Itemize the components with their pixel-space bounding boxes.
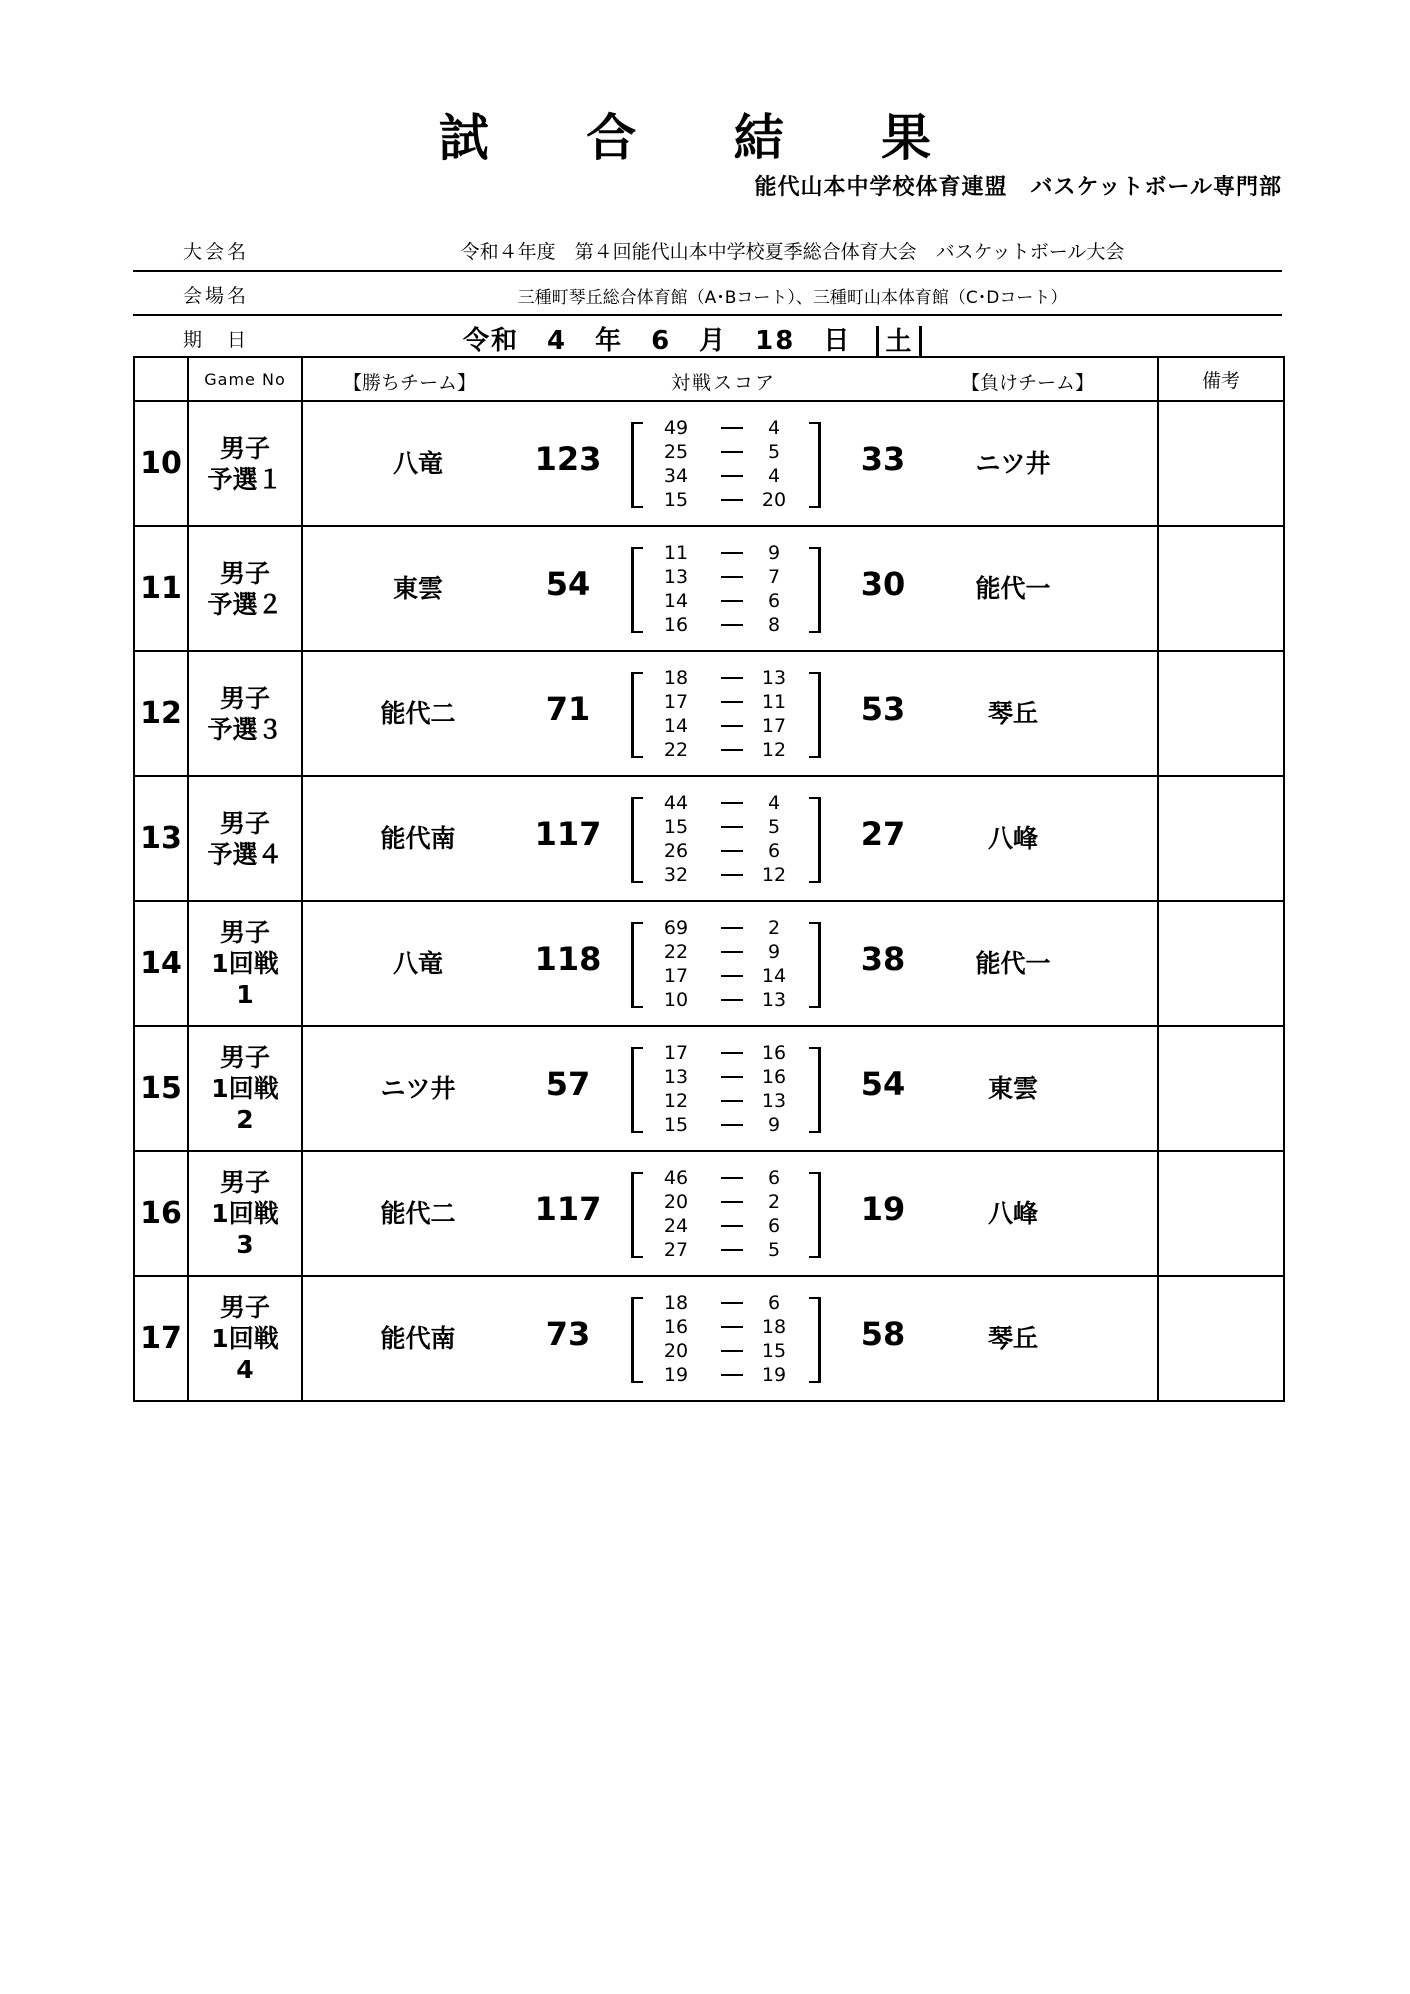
- remarks-cell: [1158, 901, 1284, 1026]
- period-dash: [721, 999, 743, 1001]
- period-loser-score: 13: [761, 1090, 787, 1112]
- period-loser-score: 6: [767, 590, 781, 612]
- period-row: [631, 541, 821, 565]
- period-dash: [721, 1326, 743, 1328]
- period-row: [631, 1065, 821, 1089]
- loser-team: 琴丘: [987, 1324, 1038, 1353]
- period-row: [631, 488, 821, 512]
- winner-team: 能代南: [380, 1324, 456, 1353]
- game-cell: [188, 526, 302, 651]
- header-loser: 【負けチーム】: [961, 372, 1095, 394]
- game-round: 予選１: [207, 464, 283, 494]
- loser-team: 琴丘: [987, 699, 1038, 728]
- game-category: 男子: [219, 558, 270, 588]
- winner-score: 117: [534, 1190, 602, 1228]
- table-row: [134, 401, 1284, 526]
- venue-name: 三種町琴丘総合体育館（A･Bコート）、三種町山本体育館（C･Dコート）: [517, 288, 1068, 308]
- period-dash: [721, 1124, 743, 1126]
- game-round-number: 4: [236, 1355, 254, 1384]
- period-loser-score: 2: [767, 1191, 781, 1213]
- period-dash: [721, 749, 743, 751]
- period-loser-score: 6: [767, 1215, 781, 1237]
- period-row: [631, 1166, 821, 1190]
- tournament-label: 大会名: [183, 241, 250, 263]
- period-loser-score: 5: [767, 816, 781, 838]
- period-loser-score: 6: [767, 1167, 781, 1189]
- period-loser-score: 11: [761, 691, 787, 713]
- winner-team: 能代南: [380, 824, 456, 853]
- period-row: [631, 565, 821, 589]
- period-loser-score: 14: [761, 965, 787, 987]
- winner-score: 123: [534, 440, 602, 478]
- period-loser-score: 5: [767, 1239, 781, 1261]
- period-scores: [631, 539, 821, 637]
- match-cell: [302, 1026, 1158, 1151]
- loser-team: 能代一: [975, 949, 1051, 978]
- period-row: [631, 690, 821, 714]
- period-row: [631, 1041, 821, 1065]
- date-row: [133, 316, 1282, 358]
- period-scores: [631, 1039, 821, 1137]
- match-cell: [302, 1276, 1158, 1401]
- period-loser-score: 17: [761, 715, 787, 737]
- winner-team: 八竜: [392, 449, 443, 478]
- period-scores: [631, 414, 821, 512]
- game-category: 男子: [219, 1168, 270, 1197]
- loser-score: 58: [860, 1315, 906, 1353]
- game-round-number: 1: [236, 980, 254, 1009]
- game-round: 1回戦: [211, 1324, 279, 1353]
- game-round: 予選２: [207, 589, 283, 619]
- period-row: [631, 815, 821, 839]
- period-loser-score: 8: [767, 614, 781, 636]
- period-winner-score: 34: [663, 465, 689, 487]
- period-dash: [721, 1100, 743, 1102]
- match-cell: [302, 651, 1158, 776]
- period-row: [631, 416, 821, 440]
- period-winner-score: 20: [663, 1340, 689, 1362]
- period-row: [631, 940, 821, 964]
- game-cell: [188, 1026, 302, 1151]
- loser-team: 八峰: [987, 1199, 1038, 1228]
- period-loser-score: 5: [767, 441, 781, 463]
- period-winner-score: 14: [663, 715, 689, 737]
- game-cell: [188, 776, 302, 901]
- results-table: [133, 356, 1285, 1402]
- period-winner-score: 20: [663, 1191, 689, 1213]
- period-winner-score: 11: [663, 542, 689, 564]
- period-row: [631, 440, 821, 464]
- loser-score: 30: [860, 565, 906, 603]
- period-row: [631, 791, 821, 815]
- venue-label: 会場名: [183, 285, 250, 307]
- remarks-cell: [1158, 401, 1284, 526]
- header-game-no: Game No: [188, 357, 302, 401]
- winner-score: 118: [534, 940, 602, 978]
- period-row: [631, 1291, 821, 1315]
- match-cell: [302, 526, 1158, 651]
- winner-score: 57: [545, 1065, 591, 1103]
- period-row: [631, 1190, 821, 1214]
- period-row: [631, 1339, 821, 1363]
- period-winner-score: 16: [663, 614, 689, 636]
- period-row: [631, 1113, 821, 1137]
- period-row: [631, 1214, 821, 1238]
- page-title: 試 合 結 果: [438, 109, 972, 167]
- loser-score: 27: [860, 815, 906, 853]
- period-loser-score: 16: [761, 1066, 787, 1088]
- period-scores: [631, 914, 821, 1012]
- period-row: [631, 916, 821, 940]
- period-dash: [721, 451, 743, 453]
- period-winner-score: 15: [663, 489, 689, 511]
- period-loser-score: 19: [761, 1364, 787, 1386]
- game-cell: [188, 651, 302, 776]
- date-value: [463, 320, 922, 358]
- winner-team: 八竜: [392, 949, 443, 978]
- game-round: 1回戦: [211, 1199, 279, 1228]
- period-row: [631, 666, 821, 690]
- period-loser-score: 12: [761, 864, 787, 886]
- period-winner-score: 32: [663, 864, 689, 886]
- winner-score: 117: [534, 815, 602, 853]
- period-dash: [721, 1225, 743, 1227]
- period-winner-score: 12: [663, 1090, 689, 1112]
- match-number: 11: [134, 526, 188, 651]
- period-loser-score: 9: [767, 542, 781, 564]
- period-loser-score: 4: [767, 417, 781, 439]
- period-winner-score: 18: [663, 667, 689, 689]
- loser-team: 能代一: [975, 574, 1051, 603]
- period-dash: [721, 1350, 743, 1352]
- loser-team: 東雲: [987, 1074, 1038, 1103]
- tournament-name: 令和４年度 第４回能代山本中学校夏季総合体育大会 バスケットボール大会: [460, 241, 1125, 263]
- loser-score: 54: [860, 1065, 906, 1103]
- game-category: 男子: [219, 1293, 270, 1322]
- period-dash: [721, 576, 743, 578]
- period-scores: [631, 664, 821, 762]
- game-cell: [188, 401, 302, 526]
- period-dash: [721, 1052, 743, 1054]
- period-dash: [721, 475, 743, 477]
- period-winner-score: 24: [663, 1215, 689, 1237]
- period-winner-score: 17: [663, 965, 689, 987]
- period-scores: [631, 1289, 821, 1387]
- period-winner-score: 17: [663, 691, 689, 713]
- remarks-cell: [1158, 1026, 1284, 1151]
- game-category: 男子: [219, 433, 270, 463]
- tournament-row: [133, 228, 1282, 272]
- game-category: 男子: [219, 1043, 270, 1072]
- game-round: 予選４: [207, 839, 283, 869]
- period-dash: [721, 1249, 743, 1251]
- period-dash: [721, 826, 743, 828]
- winner-score: 71: [545, 690, 591, 728]
- period-loser-score: 15: [761, 1340, 787, 1362]
- organization-name: 能代山本中学校体育連盟 バスケットボール専門部: [754, 175, 1282, 200]
- period-dash: [721, 802, 743, 804]
- period-scores: [631, 1164, 821, 1262]
- period-loser-score: 18: [761, 1316, 787, 1338]
- period-dash: [721, 1201, 743, 1203]
- period-dash: [721, 1374, 743, 1376]
- period-winner-score: 46: [663, 1167, 689, 1189]
- period-row: [631, 714, 821, 738]
- date-text: 令和 4 年 6 月 18 日: [463, 326, 852, 356]
- game-cell: [188, 1276, 302, 1401]
- period-dash: [721, 1302, 743, 1304]
- winner-score: 73: [545, 1315, 591, 1353]
- table-row: [134, 1151, 1284, 1276]
- game-category: 男子: [219, 683, 270, 713]
- match-number: 17: [134, 1276, 188, 1401]
- game-category: 男子: [219, 808, 270, 838]
- period-dash: [721, 499, 743, 501]
- loser-team: ニツ井: [975, 449, 1051, 478]
- period-loser-score: 7: [767, 566, 781, 588]
- match-cell: [302, 401, 1158, 526]
- period-winner-score: 69: [663, 917, 689, 939]
- period-winner-score: 22: [663, 941, 689, 963]
- remarks-cell: [1158, 1276, 1284, 1401]
- game-round-number: 2: [236, 1105, 254, 1134]
- period-dash: [721, 850, 743, 852]
- match-number: 15: [134, 1026, 188, 1151]
- match-number: 10: [134, 401, 188, 526]
- period-winner-score: 44: [663, 792, 689, 814]
- period-winner-score: 10: [663, 989, 689, 1011]
- period-winner-score: 16: [663, 1316, 689, 1338]
- table-row: [134, 526, 1284, 651]
- period-dash: [721, 701, 743, 703]
- period-dash: [721, 975, 743, 977]
- match-number: 12: [134, 651, 188, 776]
- header-winner: 【勝ちチーム】: [343, 372, 477, 394]
- match-number: 16: [134, 1151, 188, 1276]
- period-row: [631, 738, 821, 762]
- game-cell: [188, 901, 302, 1026]
- remarks-cell: [1158, 526, 1284, 651]
- game-round: 1回戦: [211, 1074, 279, 1103]
- period-scores: [631, 789, 821, 887]
- period-row: [631, 988, 821, 1012]
- table-row: [134, 776, 1284, 901]
- loser-score: 19: [860, 1190, 906, 1228]
- loser-score: 38: [860, 940, 906, 978]
- table-row: [134, 1276, 1284, 1401]
- period-dash: [721, 624, 743, 626]
- loser-score: 53: [860, 690, 906, 728]
- header-play: [302, 357, 1158, 401]
- period-loser-score: 9: [767, 1114, 781, 1136]
- period-dash: [721, 600, 743, 602]
- period-dash: [721, 1076, 743, 1078]
- period-loser-score: 9: [767, 941, 781, 963]
- period-dash: [721, 552, 743, 554]
- match-cell: [302, 776, 1158, 901]
- winner-team: ニツ井: [380, 1074, 456, 1103]
- date-label: 期 日: [183, 329, 250, 351]
- table-header-row: [134, 357, 1284, 401]
- match-cell: [302, 1151, 1158, 1276]
- period-loser-score: 4: [767, 465, 781, 487]
- game-category: 男子: [219, 918, 270, 947]
- period-dash: [721, 1177, 743, 1179]
- match-number: 13: [134, 776, 188, 901]
- period-row: [631, 1315, 821, 1339]
- period-row: [631, 863, 821, 887]
- game-round: 予選３: [207, 714, 283, 744]
- period-winner-score: 22: [663, 739, 689, 761]
- date-weekday: 土: [876, 326, 922, 358]
- winner-team: 能代二: [380, 699, 456, 728]
- table-row: [134, 901, 1284, 1026]
- period-winner-score: 26: [663, 840, 689, 862]
- game-cell: [188, 1151, 302, 1276]
- period-loser-score: 6: [767, 840, 781, 862]
- period-row: [631, 839, 821, 863]
- period-winner-score: 19: [663, 1364, 689, 1386]
- loser-score: 33: [860, 440, 906, 478]
- remarks-cell: [1158, 651, 1284, 776]
- period-winner-score: 27: [663, 1239, 689, 1261]
- period-winner-score: 15: [663, 1114, 689, 1136]
- period-winner-score: 13: [663, 566, 689, 588]
- period-loser-score: 13: [761, 989, 787, 1011]
- game-round: 1回戦: [211, 949, 279, 978]
- remarks-cell: [1158, 1151, 1284, 1276]
- match-cell: [302, 901, 1158, 1026]
- period-winner-score: 13: [663, 1066, 689, 1088]
- period-dash: [721, 951, 743, 953]
- venue-row: [133, 272, 1282, 316]
- period-row: [631, 589, 821, 613]
- period-loser-score: 16: [761, 1042, 787, 1064]
- period-dash: [721, 725, 743, 727]
- winner-team: 能代二: [380, 1199, 456, 1228]
- period-dash: [721, 927, 743, 929]
- header-score: 対戦スコア: [671, 372, 777, 394]
- period-loser-score: 13: [761, 667, 787, 689]
- period-loser-score: 12: [761, 739, 787, 761]
- winner-team: 東雲: [392, 574, 443, 603]
- period-loser-score: 20: [761, 489, 787, 511]
- header-remarks: 備考: [1158, 357, 1284, 401]
- period-loser-score: 4: [767, 792, 781, 814]
- period-winner-score: 49: [663, 417, 689, 439]
- period-row: [631, 464, 821, 488]
- period-row: [631, 1238, 821, 1262]
- period-dash: [721, 677, 743, 679]
- period-winner-score: 14: [663, 590, 689, 612]
- loser-team: 八峰: [987, 824, 1038, 853]
- period-row: [631, 613, 821, 637]
- period-row: [631, 1089, 821, 1113]
- period-row: [631, 964, 821, 988]
- table-row: [134, 651, 1284, 776]
- period-winner-score: 25: [663, 441, 689, 463]
- game-round-number: 3: [236, 1230, 254, 1259]
- period-loser-score: 6: [767, 1292, 781, 1314]
- header-blank: [134, 357, 188, 401]
- period-dash: [721, 874, 743, 876]
- period-loser-score: 2: [767, 917, 781, 939]
- winner-score: 54: [545, 565, 591, 603]
- period-winner-score: 17: [663, 1042, 689, 1064]
- remarks-cell: [1158, 776, 1284, 901]
- table-row: [134, 1026, 1284, 1151]
- period-winner-score: 18: [663, 1292, 689, 1314]
- period-winner-score: 15: [663, 816, 689, 838]
- match-number: 14: [134, 901, 188, 1026]
- period-row: [631, 1363, 821, 1387]
- period-dash: [721, 427, 743, 429]
